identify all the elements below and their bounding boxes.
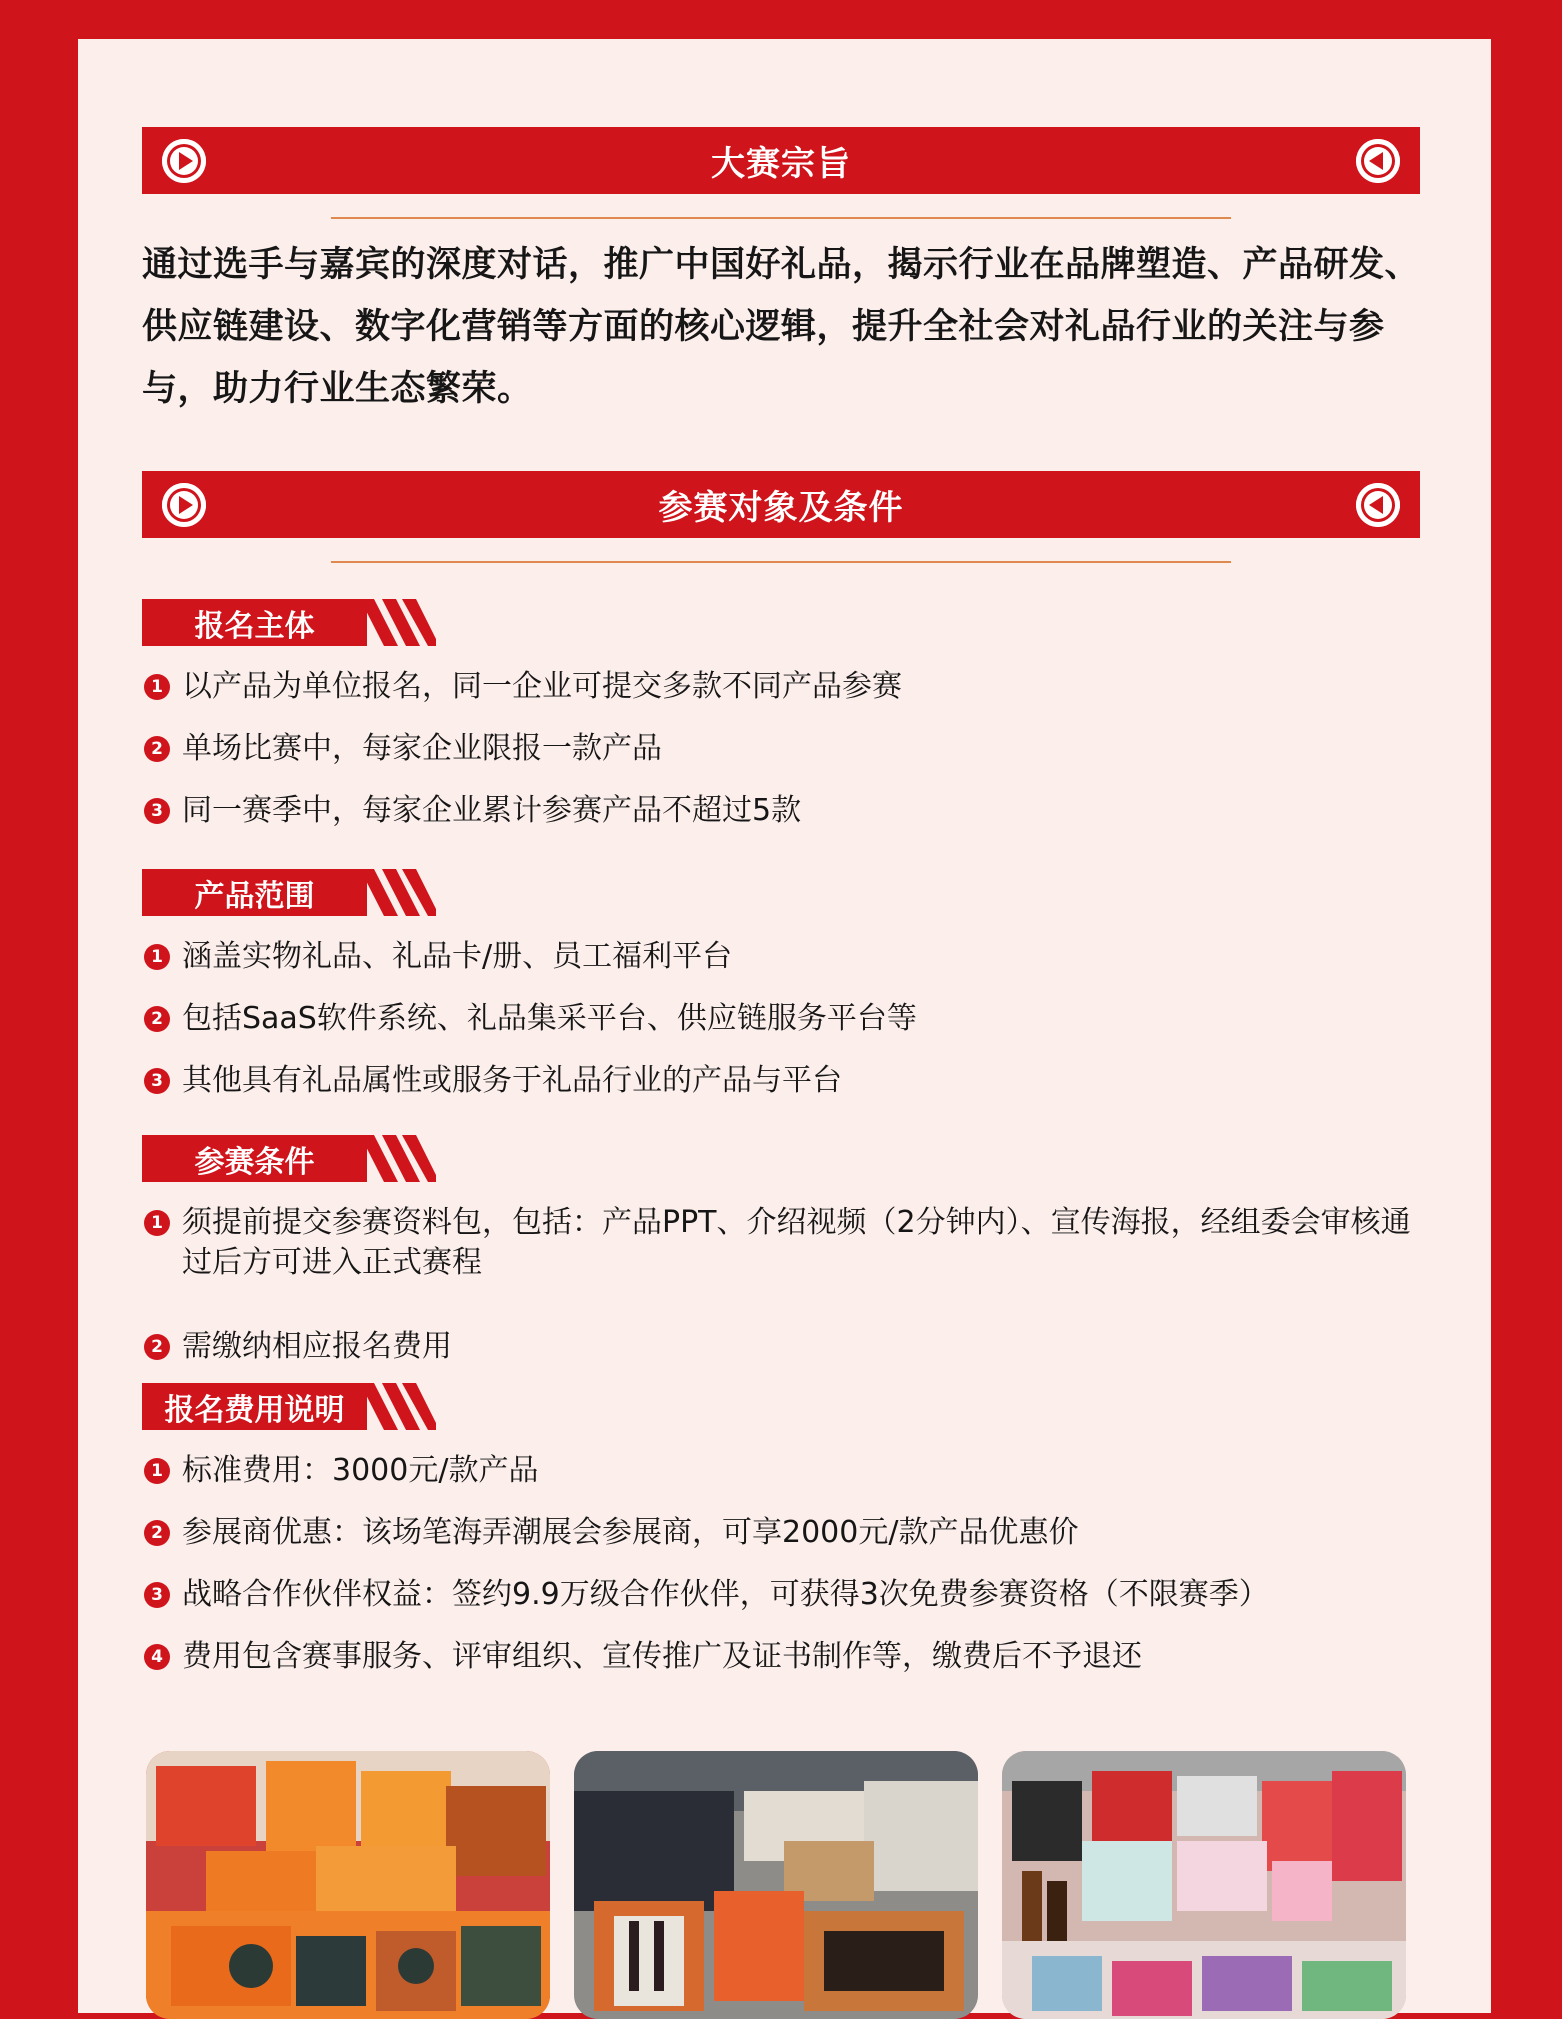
list-item (144, 1451, 1444, 1491)
number-badge: 3 (144, 1582, 170, 1608)
list-item-text: 标准费用：3000元/款产品 (182, 1453, 539, 1488)
play-right-icon (162, 139, 206, 183)
tag-label: 参赛条件 (142, 1135, 367, 1182)
list-item-text: 费用包含赛事服务、评审组织、宣传推广及证书制作等，缴费后不予退还 (182, 1639, 1142, 1674)
list-item-text: 单场比赛中，每家企业限报一款产品 (182, 731, 662, 766)
divider-line (331, 217, 1231, 219)
list-item (144, 937, 1444, 977)
list-item (144, 1061, 1444, 1101)
stripes-icon (360, 1135, 436, 1182)
list-item-text: 包括SaaS软件系统、礼品集采平台、供应链服务平台等 (182, 1001, 917, 1036)
list-item-text: 其他具有礼品属性或服务于礼品行业的产品与平台 (182, 1063, 842, 1098)
number-badge: 1 (144, 1458, 170, 1484)
list-item (144, 667, 1444, 707)
product-photo-1 (146, 1751, 550, 2019)
section-banner-eligibility (142, 471, 1420, 538)
section-banner-purpose (142, 127, 1420, 194)
play-left-icon (1356, 483, 1400, 527)
stripes-icon (360, 599, 436, 646)
number-badge: 2 (144, 1006, 170, 1032)
number-badge: 2 (144, 1520, 170, 1546)
product-photo-2 (574, 1751, 978, 2019)
play-right-icon (162, 483, 206, 527)
play-left-icon (1356, 139, 1400, 183)
list-item (144, 999, 1444, 1039)
list-item-text: 涵盖实物礼品、礼品卡/册、员工福利平台 (182, 939, 733, 974)
list-item (144, 1513, 1444, 1553)
stripes-icon (360, 1383, 436, 1430)
stripes-icon (360, 869, 436, 916)
list-item-text: 参展商优惠：该场笔海弄潮展会参展商，可享2000元/款产品优惠价 (182, 1515, 1079, 1550)
tag-label: 产品范围 (142, 869, 367, 916)
list-item-text: 同一赛季中，每家企业累计参赛产品不超过5款 (182, 793, 802, 828)
list-item (144, 1327, 1444, 1367)
tag-label: 报名费用说明 (142, 1383, 367, 1430)
number-badge: 1 (144, 674, 170, 700)
content-panel (78, 39, 1491, 2013)
purpose-text: 通过选手与嘉宾的深度对话，推广中国好礼品，揭示行业在品牌塑造、产品研发、供应链建设、数字化营销等方面的核心逻辑，提升全社会对礼品行业的关注与参与，助力行业生态繁荣。 (142, 245, 1421, 409)
section-title-purpose: 大赛宗旨 (711, 144, 851, 184)
number-badge: 3 (144, 1068, 170, 1094)
number-badge: 2 (144, 1334, 170, 1360)
number-badge: 1 (144, 1210, 170, 1236)
list-item-text: 须提前提交参赛资料包，包括：产品PPT、介绍视频（2分钟内）、宣传海报，经组委会审核通过后方可进入正式赛程 (182, 1205, 1411, 1280)
list-item-text: 以产品为单位报名，同一企业可提交多款不同产品参赛 (182, 669, 902, 704)
section-title-eligibility: 参赛对象及条件 (658, 488, 904, 528)
list-item (144, 729, 1444, 769)
list-item-text: 战略合作伙伴权益：签约9.9万级合作伙伴，可获得3次免费参赛资格（不限赛季） (182, 1577, 1269, 1612)
list-item (144, 1203, 1414, 1283)
divider-line (331, 561, 1231, 563)
list-item (144, 791, 1444, 831)
tag-label: 报名主体 (142, 599, 367, 646)
number-badge: 3 (144, 798, 170, 824)
list-item (144, 1575, 1444, 1615)
number-badge: 1 (144, 944, 170, 970)
product-photo-3 (1002, 1751, 1406, 2019)
number-badge: 2 (144, 736, 170, 762)
list-item-text: 需缴纳相应报名费用 (182, 1329, 452, 1364)
number-badge: 4 (144, 1644, 170, 1670)
list-item (144, 1637, 1444, 1677)
